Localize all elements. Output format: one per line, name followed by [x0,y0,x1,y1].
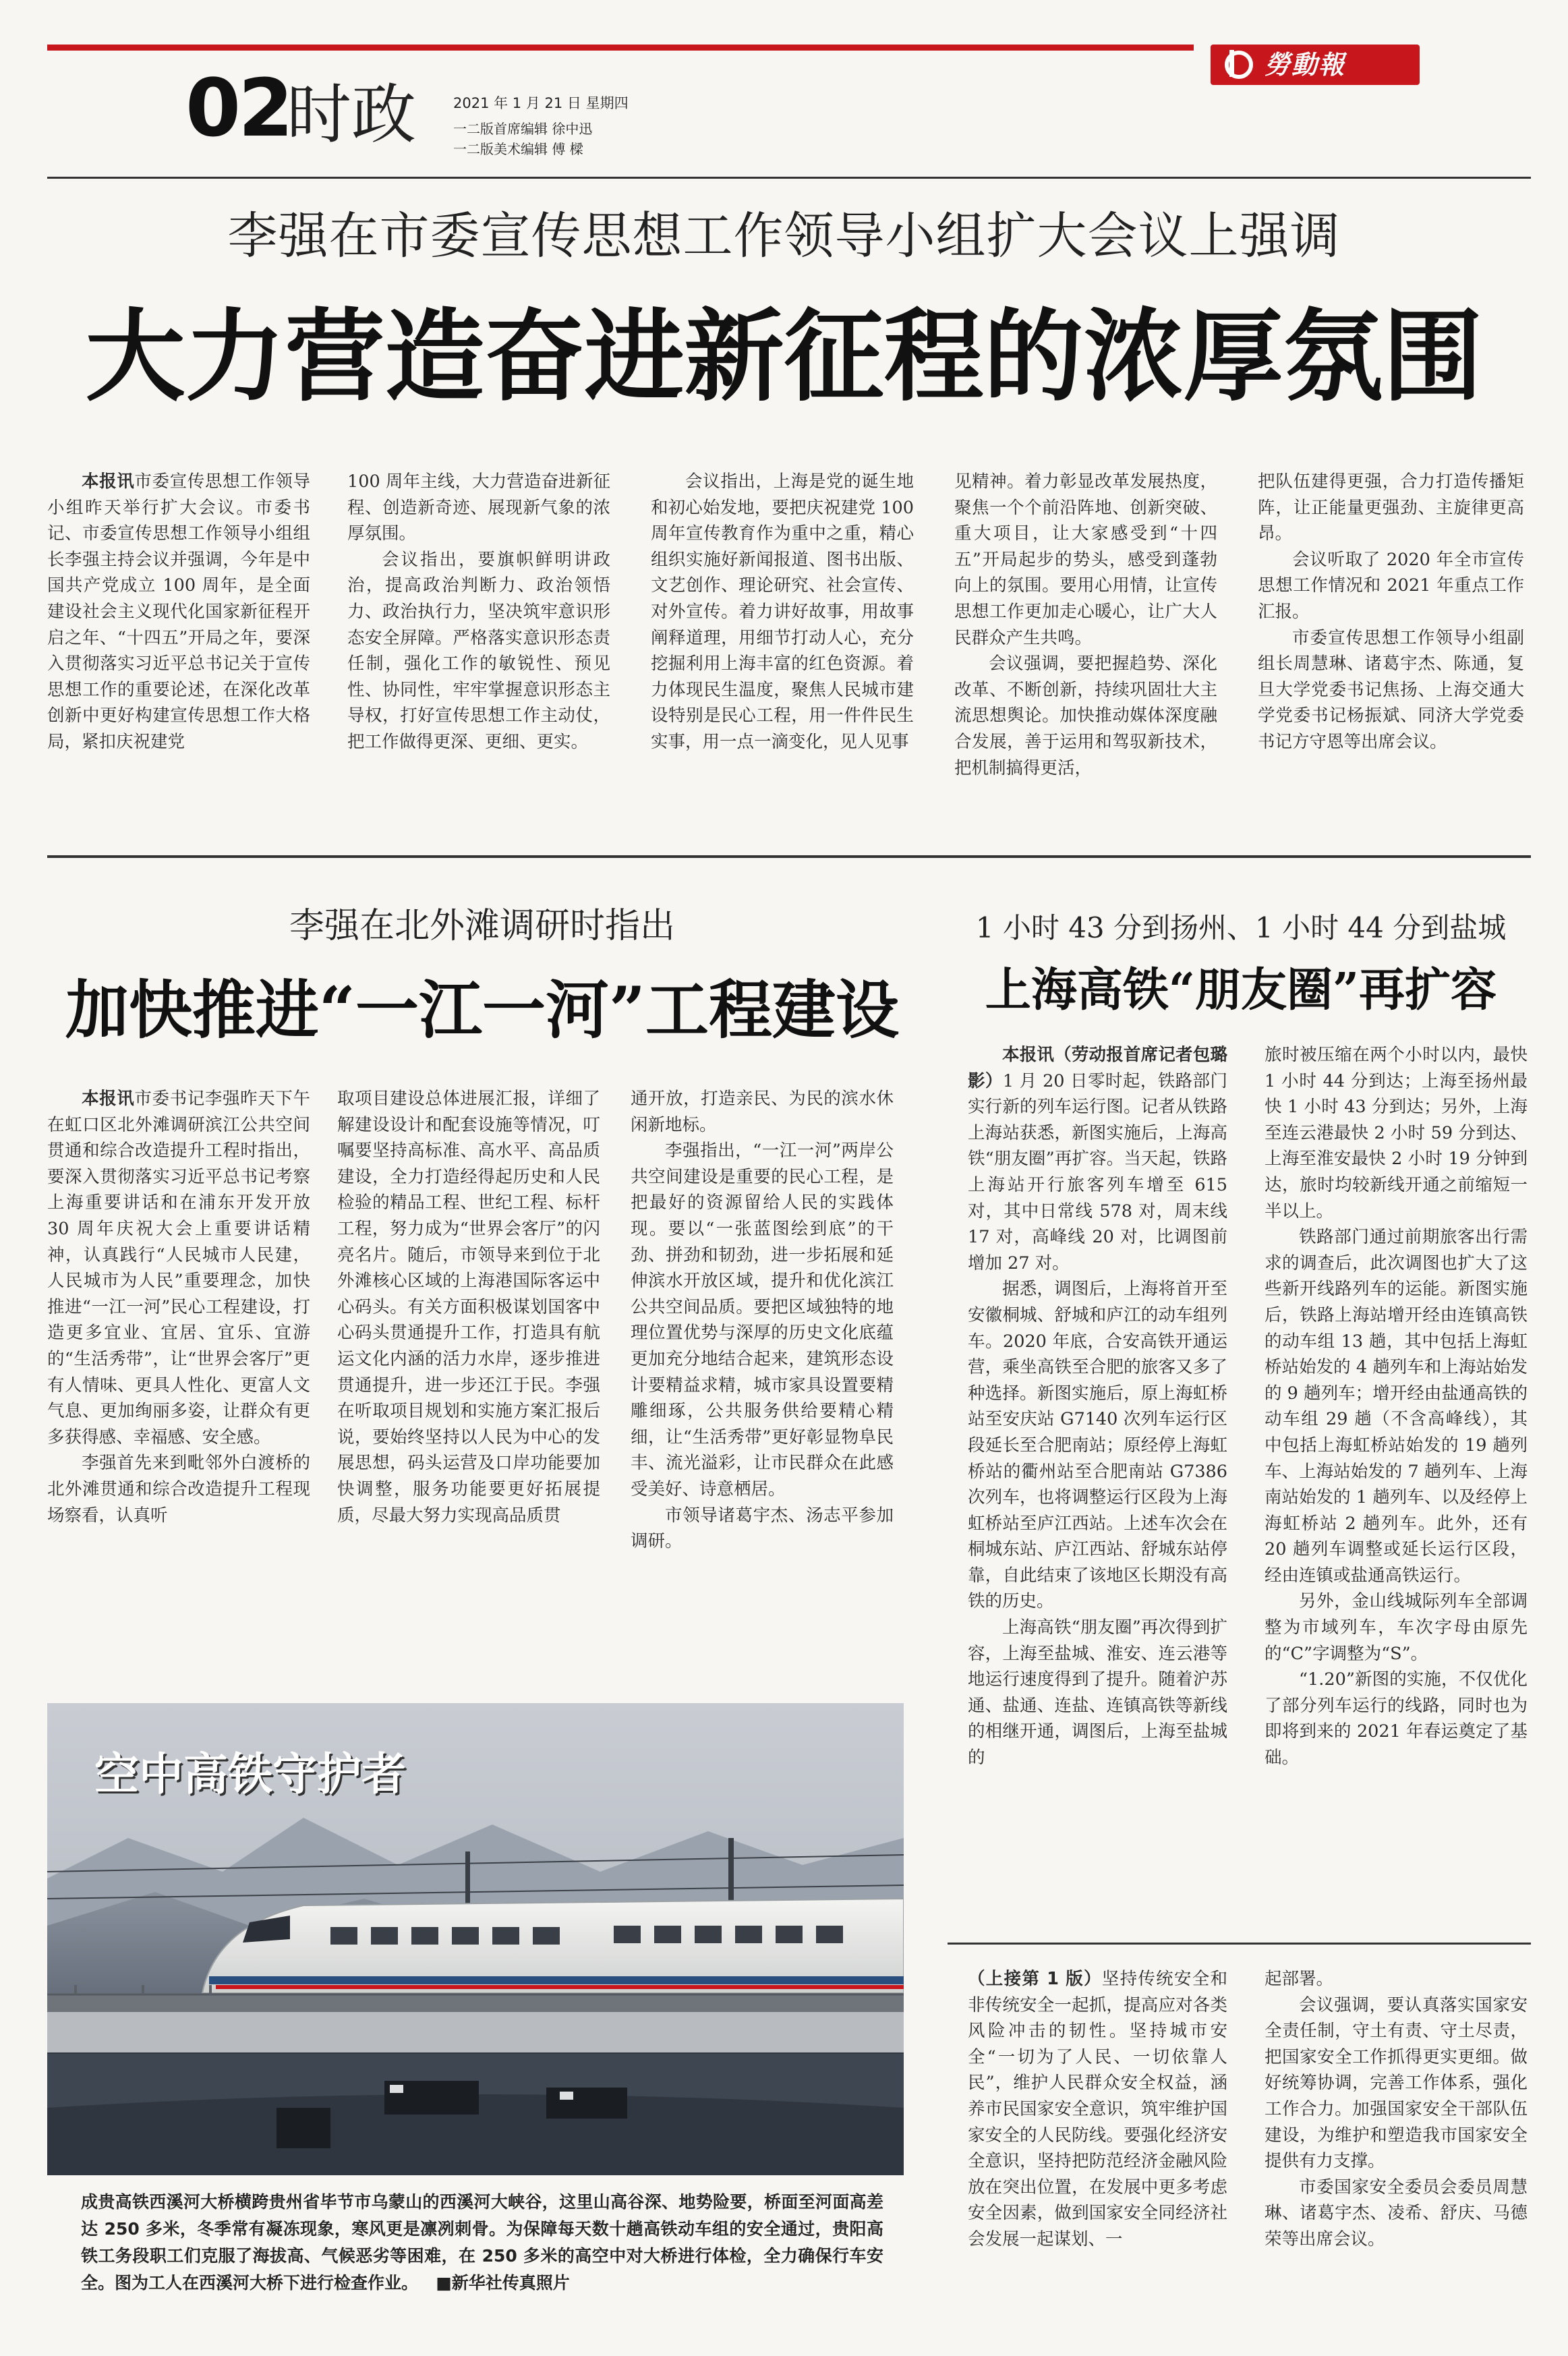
article3-col1 [968,1042,1227,1771]
article4-lead: （上接第 1 版） [968,1969,1102,1989]
section-divider [47,855,1531,858]
article3-para: 1 月 20 日零时起，铁路部门实行新的列车运行图。记者从铁路上海站获悉，新图实施后，上海高铁“朋友圈”再扩容。当天起，铁路上海站开行旅客列车增至 615 对，其中日常线 578 对，周末线 17 对，高峰线 20 对，比调图前增加 27 对。 [968,1070,1227,1273]
article2-col2 [337,1086,600,1528]
article1-col5 [1258,469,1524,755]
article1-para: 见精神。着力彰显改革发展热度，聚焦一个个前沿阵地、创新突破、重大项目，让大家感受到“十四五”开局起步的势头，感受到蓬勃向上的氛围。要用心用情，让宣传思想工作更加走心暖心，让广大人民群众产生共鸣。 [954,471,1217,648]
article3-para: 据悉，调图后，上海将首开至安徽桐城、舒城和庐江的动车组列车。2020 年底，合安高铁开通运营，乘坐高铁至合肥的旅客又多了种选择。新图实施后，原上海虹桥站至安庆站 G7140 次列车运行区段延长至合肥南站；原经停上海虹桥站的衢州站至合肥南站 G7386 次列车，也将调整运行区段为上海虹桥站至庐江西站。上述车次会在桐城东站、庐江西站、舒城东站停靠，自此结束了该地区长期没有高铁的历史。 [968,1279,1227,1612]
article2-para: 李强首先来到毗邻外白渡桥的北外滩贯通和综合改造提升工程现场察看，认真听 [47,1453,310,1526]
bridge-photo [47,1703,904,2175]
section-name: 时政 [287,77,416,152]
article1-para: 会议听取了 2020 年全市宣传思想工作情况和 2021 年重点工作汇报。 [1258,549,1524,622]
logo-mark-icon [1220,46,1258,84]
top-red-rule [47,45,1194,51]
photo-overlay-title: 空中高铁守护者 [94,1748,406,1800]
article4-col1 [968,1966,1227,2253]
article3-lead: 本报讯（劳动报首席记者包璐影） [968,1045,1227,1091]
page-number: 02 [185,61,291,154]
article1-para: 100 周年主线，大力营造奋进新征程、创造新奇迹、展现新气象的浓厚氛围。 [347,471,610,544]
article4-para: 起部署。 [1265,1969,1334,1989]
article1-para: 会议强调，要把握趋势、深化改革、不断创新，持续巩固壮大主流思想舆论。加快推动媒体深度融合发展，善于运用和驾驭新技术，把机制搞得更活， [954,654,1217,778]
article1-col4 [954,469,1217,781]
article1-para: 会议指出，上海是党的诞生地和初心始发地，要把庆祝建党 100 周年宣传教育作为重中之重，精心组织实施好新闻报道、图书出版、文艺创作、理论研究、社会宣传、对外宣传。着力讲好故事，用故事阐释道理，用细节打动人心，充分挖掘利用上海丰富的红色资源。着力体现民生温度，聚焦人民城市建设特别是民心工程，用一件件民生实事，用一点一滴变化，见人见事 [651,471,914,752]
article3-para: “1.20”新图的实施，不仅优化了部分列车运行的线路，同时也为即将到来的 2021 年春运奠定了基础。 [1265,1669,1528,1769]
article2-col1 [47,1086,310,1528]
article4-para: 坚持传统安全和非传统安全一起抓，提高应对各类风险冲击的韧性。坚持城市安全“一切为了人民、一切依靠人民”，维护人民群众安全权益，涵养市民国家安全意识，筑牢维护国家安全的人民防线。要强化经济安全意识，坚持把防范经济金融风险放在突出位置，在发展中更多考虑安全因素，做到国家安全同经济社会发展一起谋划、一 [968,1969,1227,2249]
article4-para: 会议强调，要认真落实国家安全责任制，守土有责、守土尽责，把国家安全工作抓得更实更细。做好统筹协调，完善工作体系，强化工作合力。加强国家安全干部队伍建设，为维护和塑造我市国家安全提供有力支撑。 [1265,1994,1528,2172]
article1-para: 把队伍建得更强，合力打造传播矩阵，让正能量更强劲、主旋律更高昂。 [1258,471,1524,544]
article3-para: 旅时被压缩在两个小时以内，最快 1 小时 44 分到达；上海至扬州最快 1 小时 43 分到达；另外，上海至连云港最快 2 小时 59 分到达、上海至淮安最快 2 小时 19 分钟到达，旅时均较新线开通之前缩短一半以上。 [1265,1045,1528,1222]
logo-text: 勞動報 [1265,49,1346,80]
art-editor: 一二版美术编辑 傅 樑 [453,141,583,157]
article2-para: 通开放，打造亲民、为民的滨水休闲新地标。 [631,1089,894,1135]
photo-caption [81,2189,883,2297]
article3-col2 [1265,1042,1528,1771]
article4-para: 市委国家安全委员会委员周慧琳、诸葛宇杰、凌希、舒庆、马德荣等出席会议。 [1265,2177,1528,2249]
article1-para: 会议指出，要旗帜鲜明讲政治，提高政治判断力、政治领悟力、政治执行力，坚决筑牢意识形态安全屏障。严格落实意识形态责任制，强化工作的敏锐性、预见性、协同性，牢牢掌握意识形态主导权，打好宣传思想工作主动仗，把工作做得更深、更细、更实。 [347,549,610,752]
article1-para: 市委宣传思想工作领导小组副组长周慧琳、诸葛宇杰、陈通，复旦大学党委书记焦扬、上海交通大学党委书记杨振斌、同济大学党委书记方守恩等出席会议。 [1258,627,1524,752]
chief-editor: 一二版首席编辑 徐中迅 [453,121,593,137]
article1-lead: 本报讯 [82,471,135,492]
right-divider [948,1943,1531,1945]
article1-col2 [347,469,610,755]
article2-kicker: 李强在北外滩调研时指出 [289,906,675,946]
article2-para: 李强指出，“一江一河”两岸公共空间建设是重要的民心工程，是把最好的资源留给人民的实践体现。要以“一张蓝图绘到底”的干劲、拼劲和韧劲，进一步拓展和延伸滨水开放区域，提升和优化滨江公共空间品质。要把区域独特的地理位置优势与深厚的历史文化底蕴更加充分地结合起来，建筑形态设计要精益求精，城市家具设置要精雕细琢，公共服务供给要精心精细，让“生活秀带”更好彰显物阜民丰、流光溢彩，让市民群众在此感受美好、诗意栖居。 [631,1141,894,1499]
photo-credit: ■新华社传真照片 [436,2273,570,2293]
article4-col2 [1265,1966,1528,2253]
article1-col1 [47,469,310,755]
article3-para: 另外，金山线城际列车全部调整为市域列车，车次字母由原先的“C”字调整为“S”。 [1265,1591,1528,1664]
article1-headline: 大力营造奋进新征程的浓厚氛围 [85,297,1483,415]
article2-para: 取项目建设总体进展汇报，详细了解建设设计和配套设施等情况，叮嘱要坚持高标准、高水平、高品质建设，全力打造经得起历史和人民检验的精品工程、世纪工程、标杆工程，努力成为“世界会客厅”的闪亮名片。随后，市领导来到位于北外滩核心区域的上海港国际客运中心码头。有关方面积极谋划国客中心码头贯通提升工作，打造具有航运文化内涵的活力水岸，逐步推进贯通提升，进一步还江于民。李强在听取项目规划和实施方案汇报后说，要始终坚持以人民为中心的发展思想，码头运营及口岸功能要加快调整，服务功能要更好拓展提质，尽最大努力实现高品质贯 [337,1089,600,1526]
issue-date: 2021 年 1 月 21 日 星期四 [453,95,629,111]
article2-lead: 本报讯 [82,1089,135,1109]
article1-para: 市委宣传思想工作领导小组昨天举行扩大会议。市委书记、市委宣传思想工作领导小组组长李强主持会议并强调，今年是中国共产党成立 100 周年，是全面建设社会主义现代化国家新征程开启之年、“十四五”开局之年，要深入贯彻落实习近平总书记关于宣传思想工作的重要论述，在深化改革创新中更好构建宣传思想工作大格局，紧扣庆祝建党 [47,471,310,752]
article3-para: 铁路部门通过前期旅客出行需求的调查后，此次调图也扩大了这些新开线路列车的运能。新图实施后，铁路上海站增开经由连镇高铁的动车组 13 趟，其中包括上海虹桥站始发的 4 趟列车和上海站始发的 9 趟列车；增开经由盐通高铁的动车组 29 趟（不含高峰线），其中包括上海虹桥站始发的 19 趟列车、上海站始发的 7 趟列车、上海南站始发的 1 趟列车、以及经停上海虹桥站 2 趟列车。此外，还有 20 趟列车调整或延长运行区段，经由连镇或盐通高铁运行。 [1265,1227,1528,1586]
article3-kicker: 1 小时 43 分到扬州、1 小时 44 分到盐城 [975,911,1507,944]
article2-para: 市领导诸葛宇杰、汤志平参加调研。 [631,1505,894,1552]
article2-col3 [631,1086,894,1555]
article3-para: 上海高铁“朋友圈”再次得到扩容，上海至盐城、淮安、连云港等地运行速度得到了提升。随着沪苏通、盐通、连盐、连镇高铁等新线的相继开通，调图后，上海至盐城的 [968,1617,1227,1769]
masthead-rule [47,177,1531,179]
article1-col3 [651,469,914,755]
article3-headline: 上海高铁“朋友圈”再扩容 [985,963,1497,1017]
photo-caption-text: 成贵高铁西溪河大桥横跨贵州省毕节市乌蒙山的西溪河大峡谷，这里山高谷深、地势险要，桥面至河面高差达 250 多米，冬季常有凝冻现象，寒风更是凛冽刺骨。为保障每天数十趟高铁动车组的安全通过，贵阳高铁工务段职工们克服了海拔高、气候恶劣等困难，在 250 多米的高空中对大桥进行体检，全力确保行车安全。图为工人在西溪河大桥下进行检查作业。 [81,2192,883,2293]
article2-headline: 加快推进“一江一河”工程建设 [65,973,900,1047]
article2-para: 市委书记李强昨天下午在虹口区北外滩调研滨江公共空间贯通和综合改造提升工程时指出，要深入贯彻落实习近平总书记考察上海重要讲话和在浦东开发开放 30 周年庆祝大会上重要讲话精神，认真践行“人民城市人民建，人民城市为人民”重要理念，加快推进“一江一河”民心工程建设，打造更多宜业、宜居、宜乐、宜游的“生活秀带”，让“世界会客厅”更有人情味、更具人性化、更富人文气息、更加绚丽多姿，让群众有更多获得感、幸福感、安全感。 [47,1089,310,1447]
article1-kicker: 李强在市委宣传思想工作领导小组扩大会议上强调 [227,207,1341,265]
logo-box [1211,45,1420,85]
